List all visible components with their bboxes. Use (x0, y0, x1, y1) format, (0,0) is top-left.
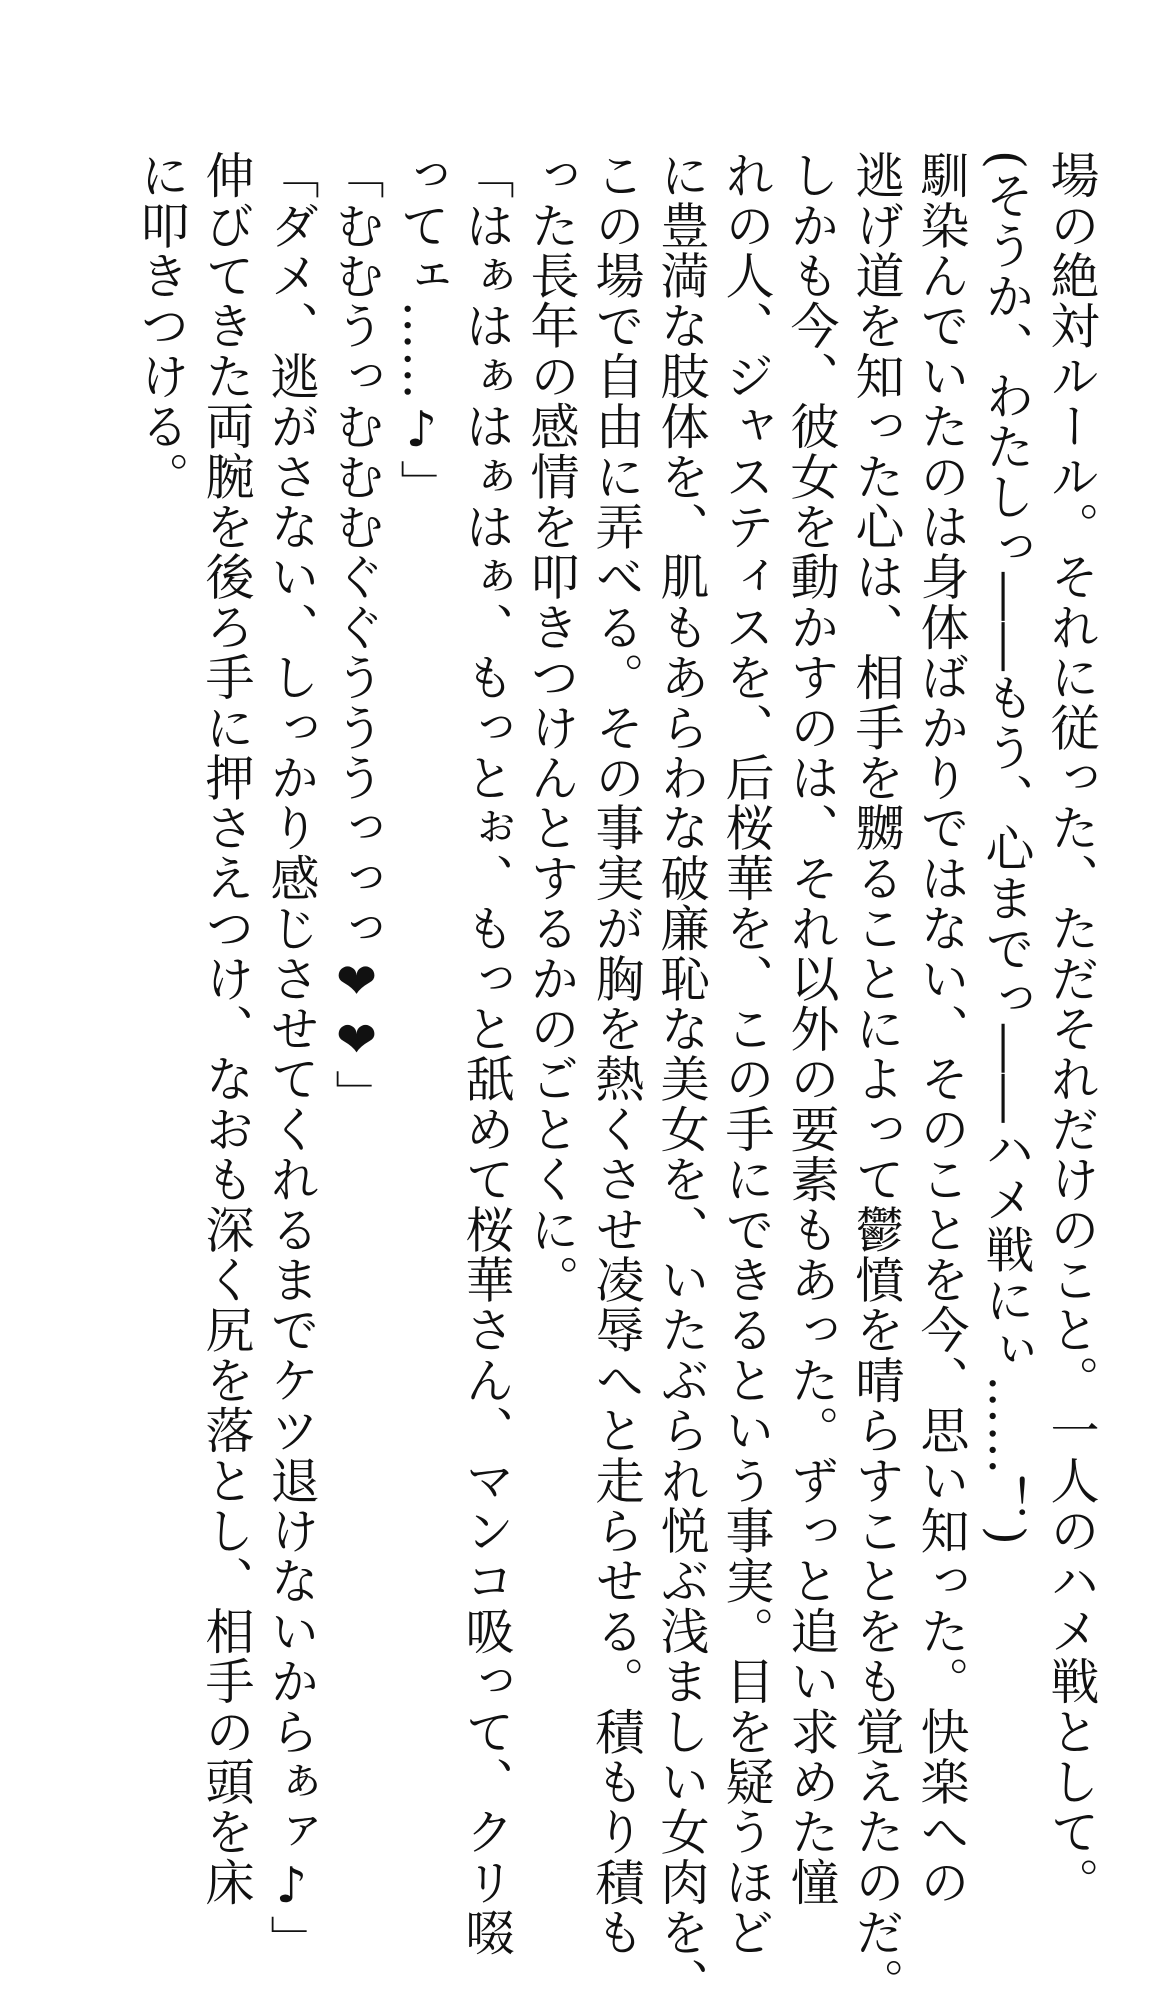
text-line: に叩きつける。 (133, 150, 190, 502)
text-line: った長年の感情を叩きつけんとするかのごとくに。 (523, 150, 580, 1305)
text-line: しかも今、彼女を動かすのは、それ以外の要素もあった。ずっと追い求めた憧 (783, 150, 840, 1907)
text-line: 「ダメ、逃がさない、しっかり感じさせてくれるまでケツ退けないからぁァ♪」 (263, 150, 320, 1966)
vertical-text-body (129, 150, 1104, 2007)
text-line: 伸びてきた両腕を後ろ手に押さえつけ、なおも深く尻を落とし、相手の頭を床 (198, 150, 255, 1907)
text-line: 「はぁはぁはぁはぁ、もっとぉ、もっと舐めて桜華さん、マンコ吸って、クリ啜 (458, 150, 515, 1958)
text-line: 「むむうっむむむぐぐうううっっっ❤❤」 (328, 150, 385, 1120)
text-line: 逃げ道を知った心は、相手を嬲ることによって鬱憤を晴らすことをも覚えたのだ。 (848, 150, 905, 2007)
text-line: に豊満な肢体を、肌もあらわな破廉恥な美女を、いたぶられ悦ぶ浅ましい女肉を、 (653, 150, 710, 2007)
text-line: この場で自由に弄べる。その事実が胸を熱くさせ凌辱へと走らせる。積もり積も (588, 150, 645, 1958)
text-line: (そうか、わたしっ――もう、心までっ――ハメ戦にぃ……！) (978, 150, 1035, 1547)
text-line: 場の絶対ルール。それに従った、ただそれだけのこと。一人のハメ戦として。 (1043, 150, 1100, 1907)
text-line: れの人、ジャスティスを、后桜華を、この手にできるという事実。目を疑うほど (718, 150, 775, 1958)
text-line: 馴染んでいたのは身体ばかりではない、そのことを今、思い知った。快楽への (913, 150, 970, 1907)
text-line: ってェ……♪」 (393, 150, 450, 510)
